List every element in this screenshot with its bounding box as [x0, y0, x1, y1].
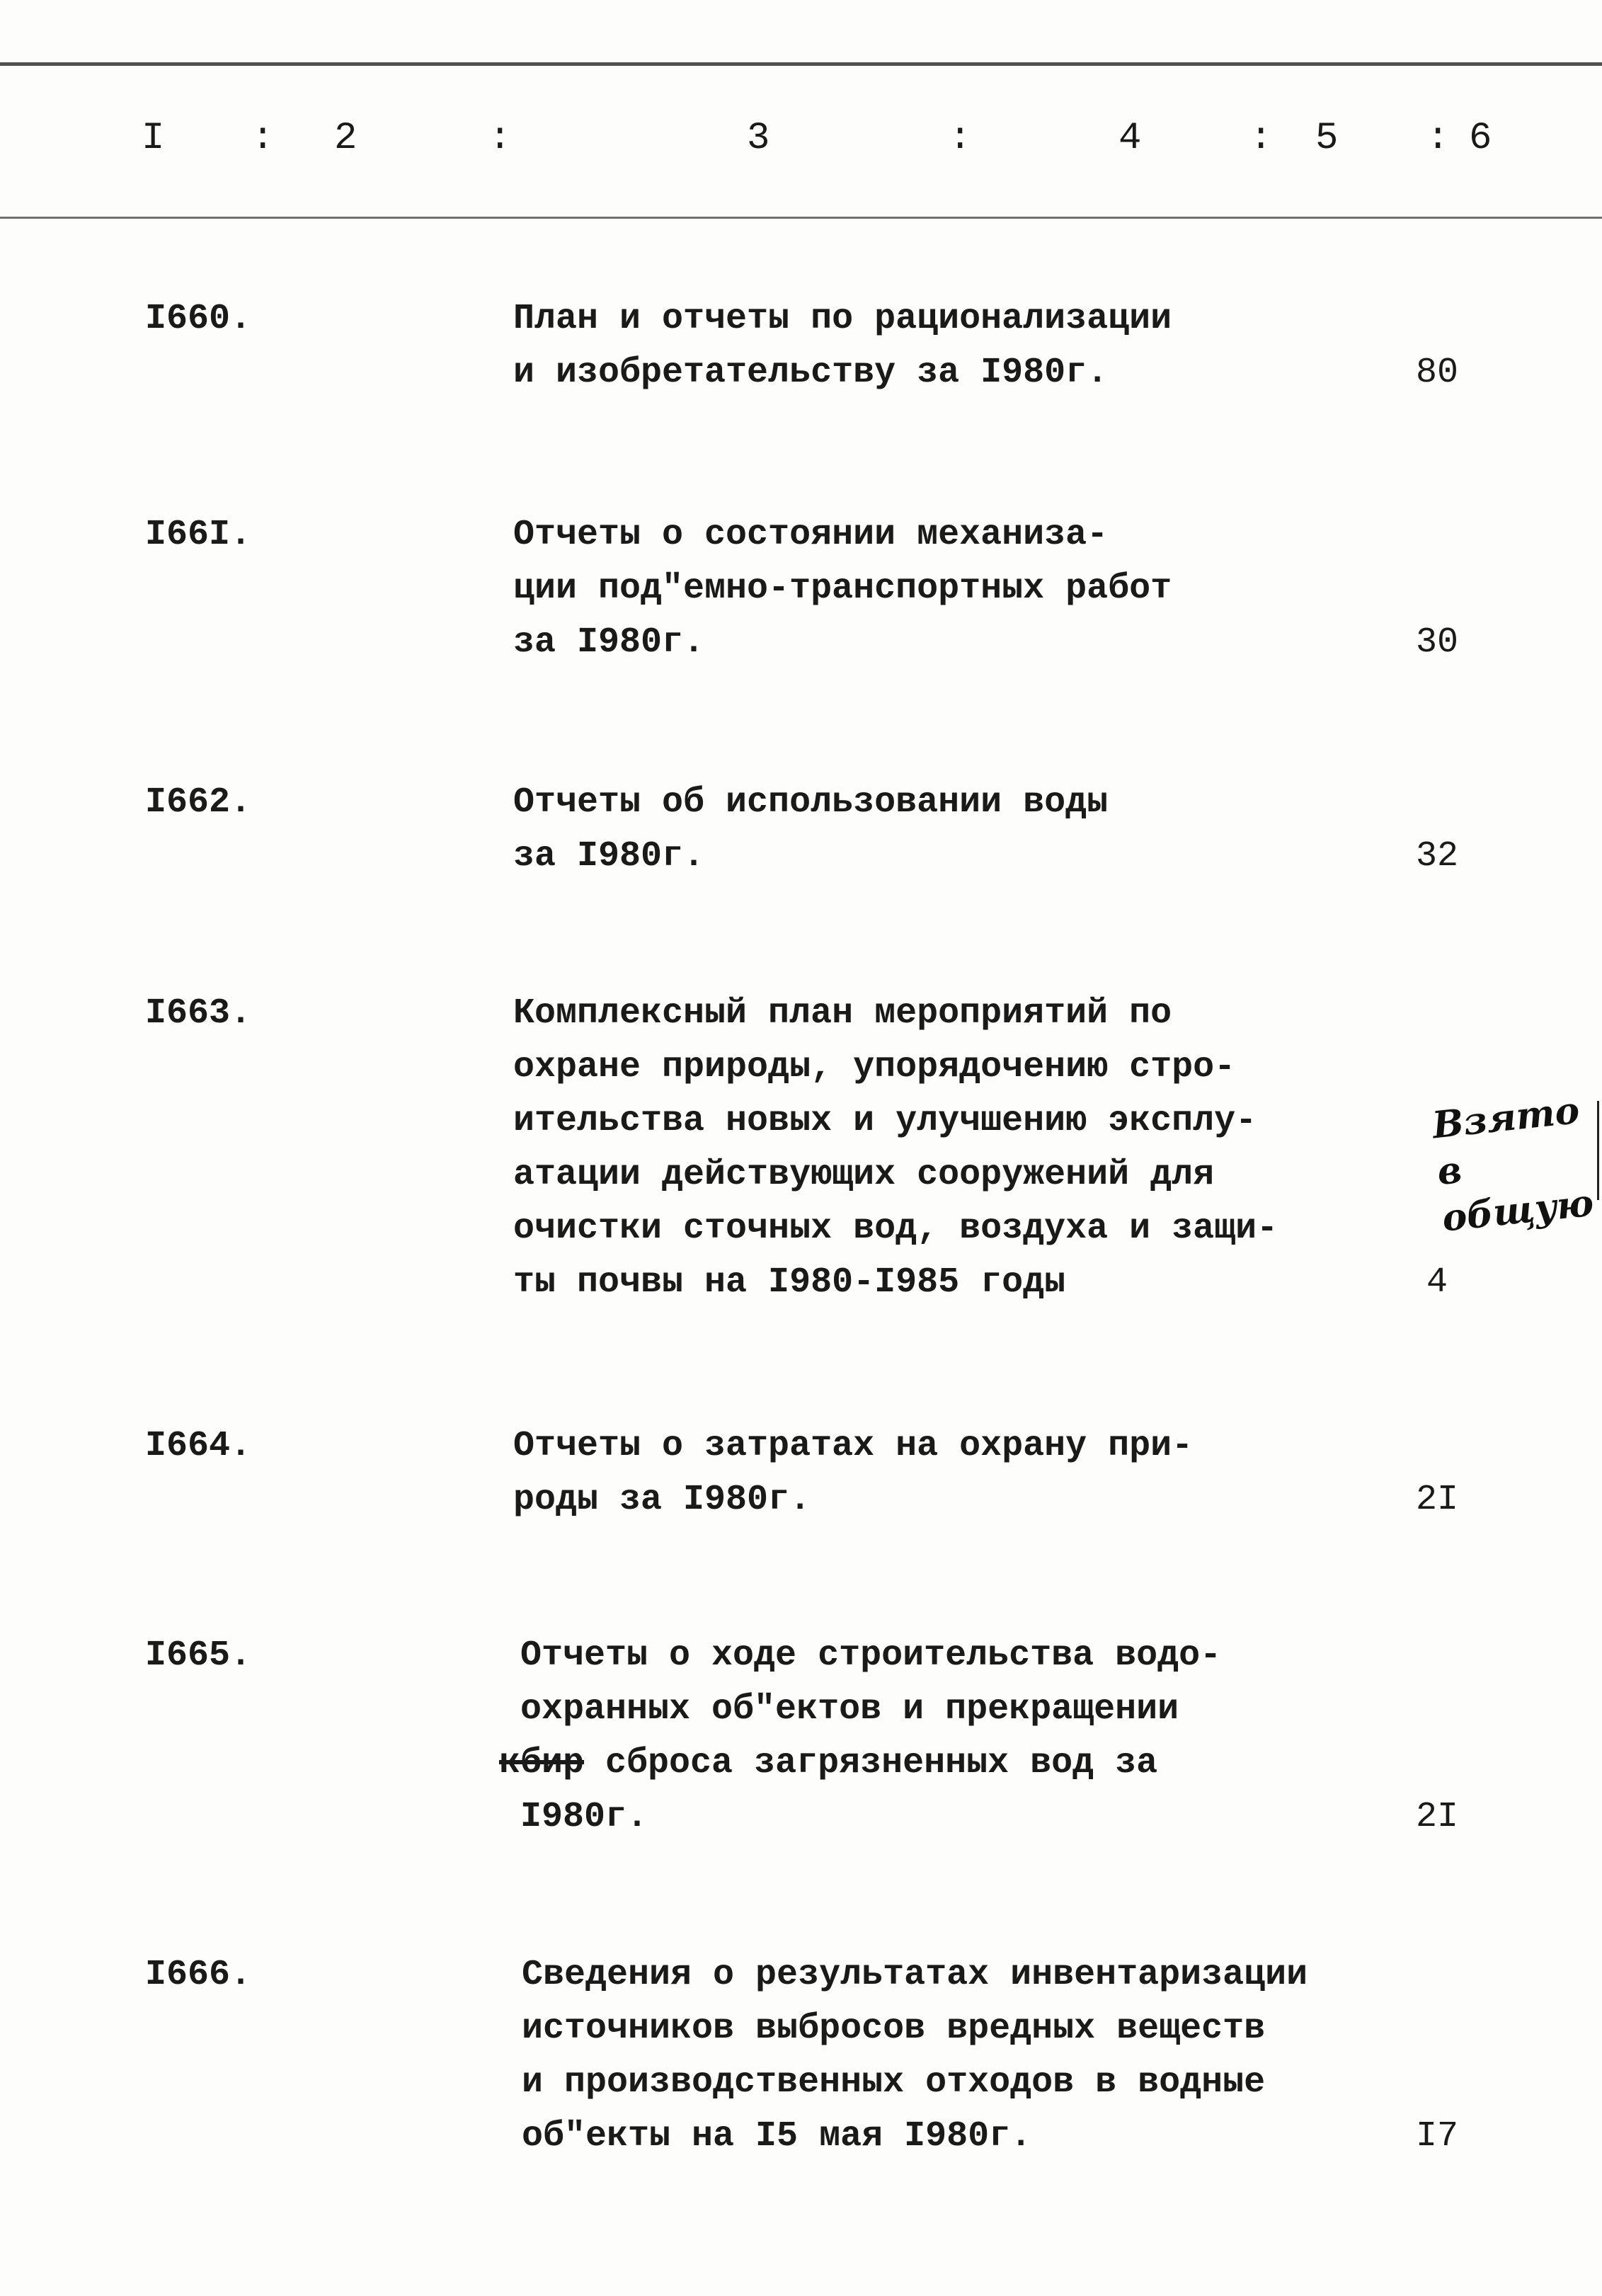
col-header-3: 3 — [747, 117, 770, 160]
entry-number: I660. — [145, 299, 252, 339]
title-line: сброса загрязненных вод за — [584, 1743, 1158, 1783]
margin-line — [1597, 1101, 1599, 1200]
entry-title: План и отчеты по рационализации и изобретательству за I980г. — [513, 299, 1172, 393]
col-sep: : — [949, 117, 972, 160]
entry-title: Отчеты о состоянии механиза- ции под"емно-транспортных работ за I980г. — [513, 515, 1172, 663]
col-sep: : — [488, 117, 512, 160]
top-rule — [0, 62, 1602, 66]
title-line: Отчеты о ходе строительства водо- — [520, 1635, 1222, 1676]
col-sep: : — [251, 117, 275, 160]
struck-text: кбир — [499, 1743, 585, 1783]
note-line: Взято — [1430, 1088, 1581, 1148]
col-header-2: 2 — [334, 117, 357, 160]
entry-number: I663. — [145, 993, 252, 1034]
col-sep: : — [1249, 117, 1273, 160]
entry-number: I66I. — [145, 515, 252, 555]
entry-1663 — [0, 987, 1602, 1310]
col-header-5: 5 — [1315, 117, 1339, 160]
entry-number: I665. — [145, 1635, 252, 1676]
entry-1664 — [0, 1420, 1602, 1527]
entry-1666 — [0, 1948, 1602, 2164]
entry-title: Сведения о результатах инвентаризации источников выбросов вредных веществ и производственных отходов в водные об"екты на I5 мая I980г. — [522, 1955, 1308, 2157]
col-header-4: 4 — [1118, 117, 1142, 160]
title-line: I980г. — [520, 1797, 648, 1837]
entry-1660 — [0, 292, 1602, 400]
entry-number: I664. — [145, 1426, 252, 1466]
entry-count: 32 — [1415, 836, 1458, 876]
col-sep: : — [1426, 117, 1450, 160]
note-line: в общую — [1435, 1148, 1596, 1240]
entry-count: 4 — [1426, 1262, 1448, 1303]
entry-count: 2I — [1415, 1480, 1458, 1520]
entry-1665 — [0, 1629, 1602, 1844]
col-header-1: I — [142, 117, 165, 160]
entry-count: 80 — [1415, 353, 1458, 393]
entry-title: Отчеты об использовании воды за I980г. — [513, 782, 1109, 876]
entry-1661 — [0, 508, 1602, 670]
header-rule — [0, 217, 1602, 219]
handwritten-note — [1430, 1085, 1602, 1242]
entry-count: I7 — [1415, 2116, 1458, 2157]
entry-count: 2I — [1415, 1797, 1458, 1837]
entry-title — [499, 1629, 1388, 1844]
entry-number: I662. — [145, 782, 252, 823]
entry-title: Комплексный план мероприятий по охране природы, упорядочению стро- ительства новых и улучшению эксплу- атации действующих сооружений для очистки сточных вод, воздуха и защи- ты почвы на I980-I985 годы — [513, 993, 1278, 1303]
entry-count: 30 — [1415, 622, 1458, 663]
title-line: охранных об"ектов и прекращении — [520, 1689, 1179, 1730]
entry-title: Отчеты о затратах на охрану при- роды за I980г. — [513, 1426, 1194, 1520]
entry-number: I666. — [145, 1955, 252, 1995]
col-header-6: 6 — [1469, 117, 1492, 160]
entry-1662 — [0, 776, 1602, 884]
